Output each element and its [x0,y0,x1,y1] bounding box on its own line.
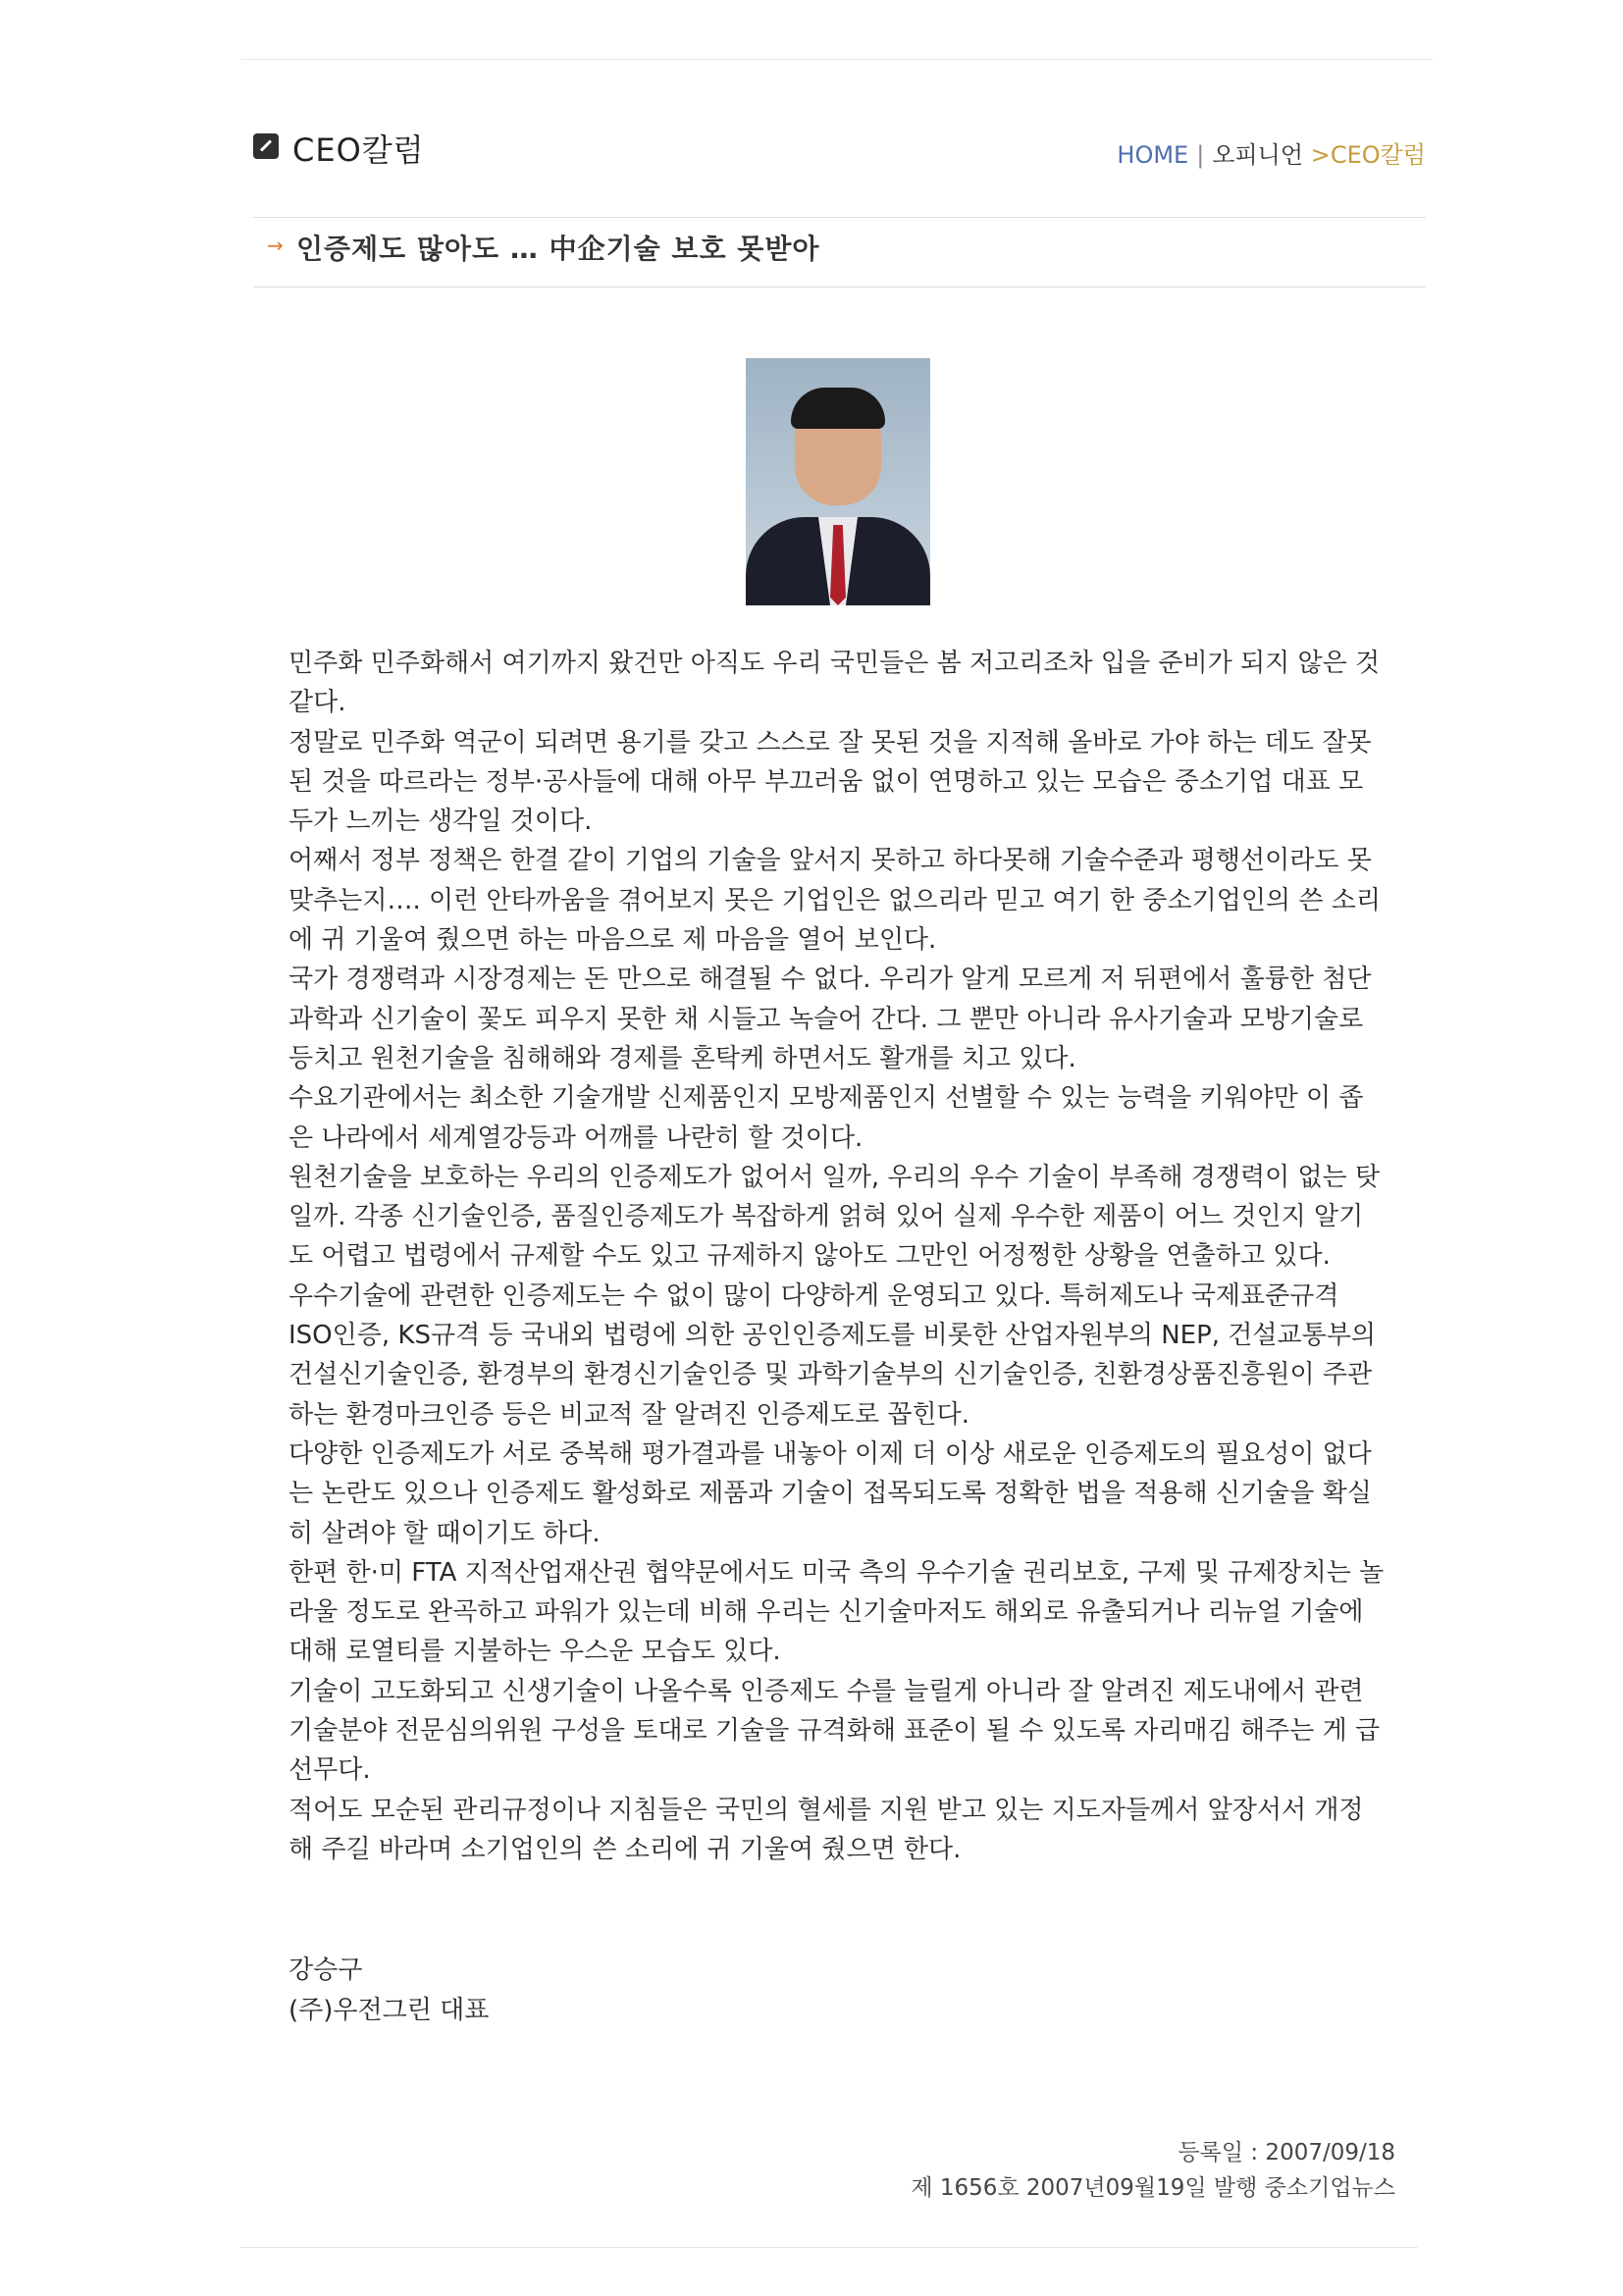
author-name: 강승구 [288,1956,363,1985]
article-paragraph: 원천기술을 보호하는 우리의 인증제도가 없어서 일까, 우리의 우수 기술이 부족해 경쟁력이 없는 탓일까. 각종 신기술인증, 품질인증제도가 복잡하게 얽혀 있어 실제 우수한 제품이 어느 것인지 알기도 어렵고 법령에서 규제할 수도 있고 규제하지 않아도 그만인 어정쩡한 상황을 연출하고 있다. [288,1162,1381,1272]
header-divider [253,217,1426,218]
article-paragraph: 국가 경쟁력과 시장경제는 돈 만으로 해결될 수 없다. 우리가 알게 모르게 저 뒤편에서 훌륭한 첨단과학과 신기술이 꽃도 피우지 못한 채 시들고 녹슬어 간다. 그 뿐만 아니라 유사기술과 모방기술로 등치고 원천기술을 침해해와 경제를 혼탁케 하면서도 활개를 치고 있다. [288,965,1372,1073]
breadcrumb [1117,135,1426,170]
article-paragraph: 민주화 민주화해서 여기까지 왔건만 아직도 우리 국민들은 봄 저고리조차 입을 준비가 되지 않은 것 같다. [288,649,1381,718]
arrow-right-icon: → [267,234,284,257]
top-divider [240,59,1433,60]
article-paragraph: 기술이 고도화되고 신생기술이 나올수록 인증제도 수를 늘릴게 아니라 잘 알려진 제도내에서 관련 기술분야 전문심의위원 구성을 토대로 기술을 규격화해 표준이 될 수 있도록 자리매김 해주는 게 급선무다. [288,1676,1381,1786]
issue-info: 제 1656호 2007년09월19일 발행 중소기업뉴스 [911,2175,1395,2201]
portrait-hair [791,388,885,429]
article-paragraph: 어째서 정부 정책은 한결 같이 기업의 기술을 앞서지 못하고 하다못해 기술수준과 평행선이라도 못 맞추는지…. 이런 안타까움을 겪어보지 못은 기업인은 없으리라 믿고 여기 한 중소기업인의 쓴 소리에 귀 기울여 줬으면 하는 마음으로 제 마음을 열어 보인다. [288,846,1381,956]
article-paragraph: 다양한 인증제도가 서로 중복해 평가결과를 내놓아 이제 더 이상 새로운 인증제도의 필요성이 없다는 논란도 있으나 인증제도 활성화로 제품과 기술이 접목되도록 정확한 법을 적용해 신기술을 확실히 살려야 할 때이기도 하다. [288,1438,1372,1548]
article-paragraph: 수요기관에서는 최소한 기술개발 신제품인지 모방제품인지 선별할 수 있는 능력을 키워야만 이 좁은 나라에서 세계열강등과 어깨를 나란히 할 것이다. [288,1083,1364,1153]
registered-date: 등록일 : 2007/09/18 [1178,2140,1395,2166]
article-paragraph: 한편 한·미 FTA 지적산업재산권 협약문에서도 미국 측의 우수기술 권리보호, 구제 및 규제장치는 놀라울 정도로 완곡하고 파워가 있는데 비해 우리는 신기술마저도 해외로 유출되거나 리뉴얼 기술에 대해 로열티를 지불하는 우스운 모습도 있다. [288,1557,1385,1667]
author-portrait [746,358,930,605]
breadcrumb-home-link[interactable]: HOME [1117,141,1189,169]
article-headline: 인증제도 많아도 … 中企기술 보호 못받아 [296,233,820,265]
author-block [288,1951,489,2031]
breadcrumb-current: >CEO칼럼 [1310,141,1426,169]
article-paragraph: 정말로 민주화 역군이 되려면 용기를 갖고 스스로 잘 못된 것을 지적해 올바로 가야 하는 데도 잘못된 것을 따르라는 정부·공사들에 대해 아무 부끄러움 없이 연명하고 있는 모습은 중소기업 대표 모두가 느끼는 생각일 것이다. [288,727,1372,837]
article-body [288,644,1387,1869]
breadcrumb-category-link[interactable]: 오피니언 [1212,141,1304,169]
page-header [253,126,1426,173]
article-meta [911,2135,1395,2206]
article-paragraph: 우수기술에 관련한 인증제도는 수 없이 많이 다양하게 운영되고 있다. 특허제도나 국제표준규격 ISO인증, KS규격 등 국내외 법령에 의한 공인인증제도를 비롯한 산업자원부의 NEP, 건설교통부의 건설신기술인증, 환경부의 환경신기술인증 및 과학기술부의 신기술인증, 친환경상품진흥원이 주관하는 환경마크인증 등은 비교적 잘 알려진 인증제도로 꼽힌다. [288,1280,1376,1430]
pencil-note-icon [253,133,279,159]
bottom-divider [240,2247,1418,2248]
author-title: (주)우전그린 대표 [288,1996,490,2025]
article-paragraph: 적어도 모순된 관리규정이나 지침들은 국민의 혈세를 지원 받고 있는 지도자들께서 앞장서서 개정해 주길 바라며 소기업인의 쓴 소리에 귀 기울여 줬으면 한다. [288,1795,1364,1864]
breadcrumb-separator: | [1196,141,1205,169]
section-title: CEO칼럼 [292,131,425,169]
